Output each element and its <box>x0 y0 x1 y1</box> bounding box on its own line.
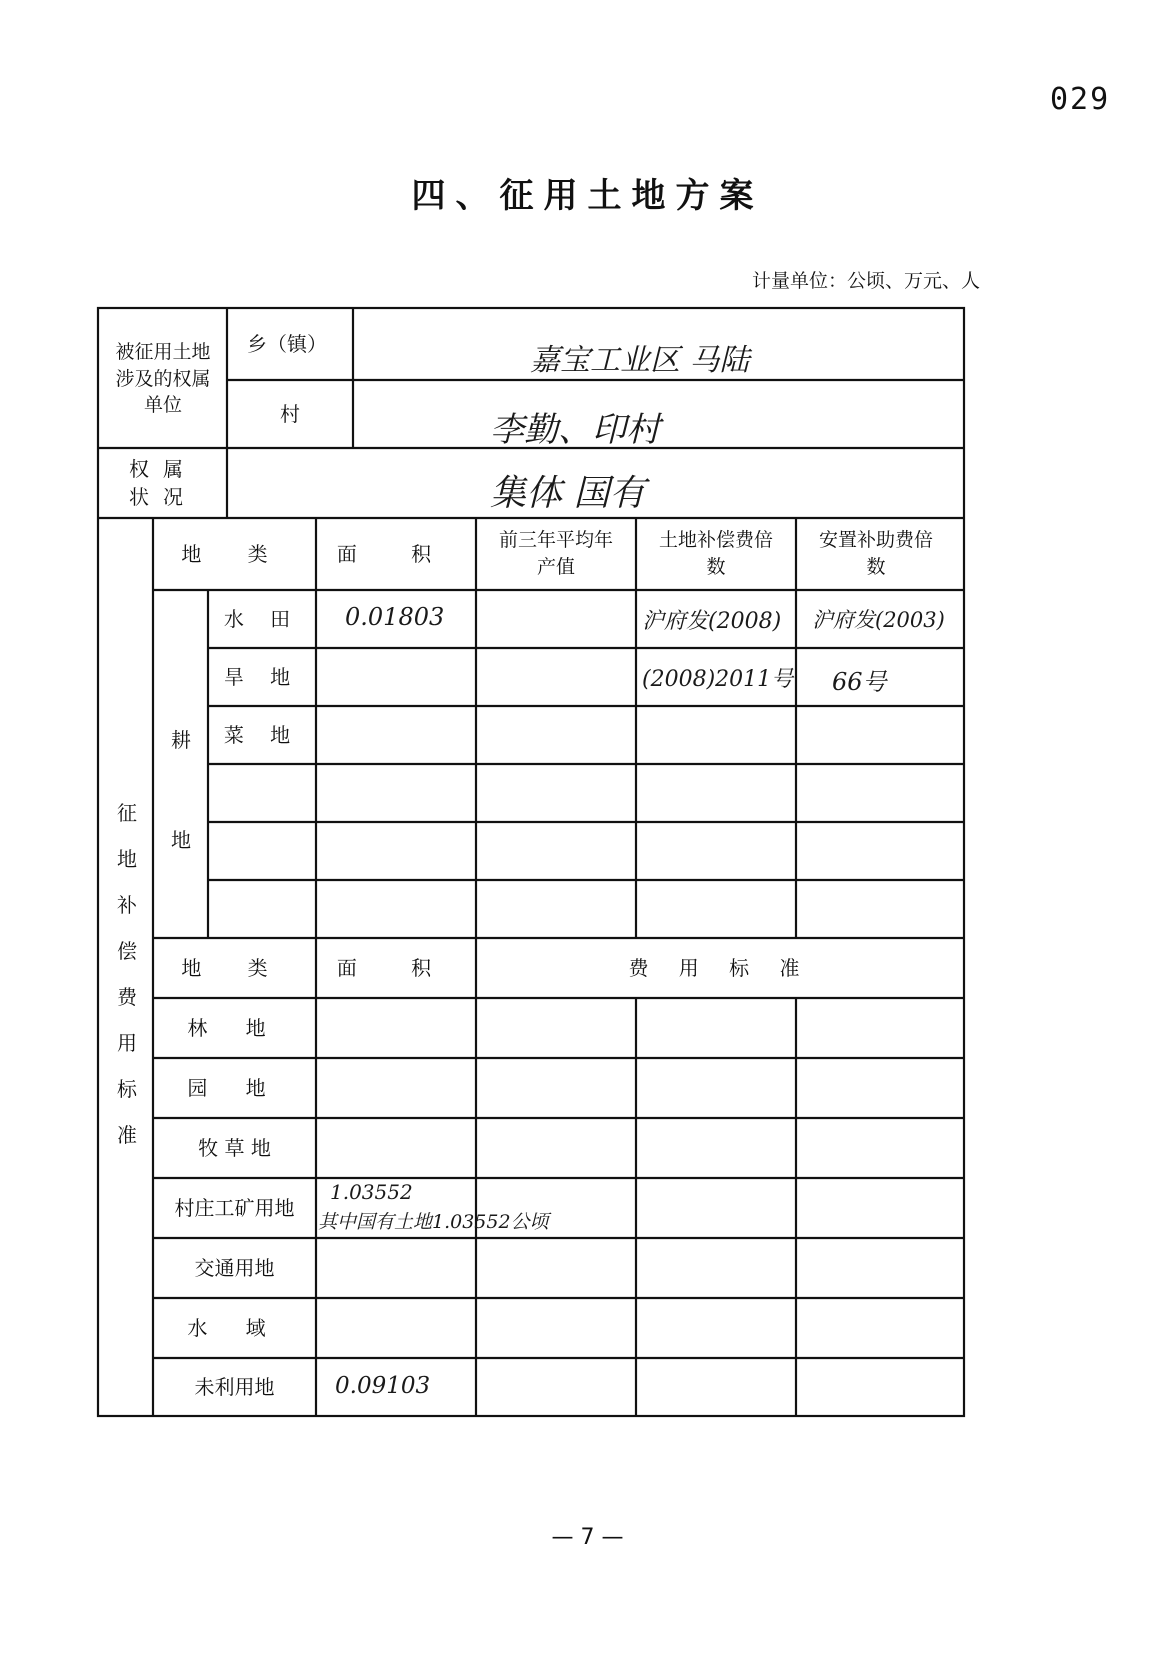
other-row-type: 交通用地 <box>194 1256 275 1280</box>
resettle-header: 安置补助费倍数 <box>818 529 933 578</box>
paddy-land-comp-value: 沪府发(2008) <box>642 609 782 634</box>
other-row-type: 园 地 <box>187 1076 282 1100</box>
other-row-type: 水 域 <box>187 1316 282 1340</box>
other-area-header: 面 积 <box>336 956 456 980</box>
other-row-type: 林 地 <box>187 1016 282 1040</box>
ownership-label: 权属状况 <box>129 457 197 509</box>
ownership-value: 集体 国有 <box>490 473 646 514</box>
village-mining-area-value: 1.03552 <box>330 1180 413 1204</box>
page-title: 四、征用土地方案 <box>411 176 764 216</box>
fee-standard-header: 费 用 标 准 <box>628 956 812 980</box>
compensation-label: 征地补偿费用标准 <box>117 801 137 1147</box>
paddy-area-value: 0.01803 <box>345 603 445 631</box>
cultivated-label: 耕地 <box>171 728 191 852</box>
cultivated-area-header: 面 积 <box>336 542 456 566</box>
other-row-type: 未利用地 <box>194 1375 275 1399</box>
village-mining-note: 其中国有土地1.03552公顷 <box>318 1211 549 1233</box>
township-value: 嘉宝工业区 马陆 <box>530 343 750 378</box>
township-label: 乡（镇） <box>247 332 327 356</box>
other-row-type: 牧 草 地 <box>198 1136 271 1160</box>
avg-output-header: 前三年平均年产值 <box>498 529 613 578</box>
dryland-resettle-value: 66号 <box>832 668 887 696</box>
cultivated-row-type: 水 田 <box>223 607 301 631</box>
land-comp-header: 土地补偿费倍数 <box>658 529 773 578</box>
unit-note: 计量单位：公顷、万元、人 <box>751 270 980 292</box>
owner-unit-label: 被征用土地涉及的权属单位 <box>115 341 211 417</box>
paddy-resettle-value: 沪府发(2003) <box>812 608 945 632</box>
village-value: 李勤、印村 <box>490 410 660 450</box>
other-row-type: 村庄工矿用地 <box>174 1196 295 1220</box>
cultivated-row-type: 菜 地 <box>223 723 301 747</box>
village-label: 村 <box>280 402 300 426</box>
dryland-land-comp-value: (2008)2011号 <box>642 667 794 692</box>
page-footer: — 7 — <box>551 1525 624 1550</box>
other-landtype-header: 地 类 <box>181 956 288 980</box>
cultivated-landtype-header: 地 类 <box>181 542 288 566</box>
unused-land-area-value: 0.09103 <box>335 1373 431 1399</box>
page-number: 029 <box>1050 82 1111 117</box>
cultivated-row-type: 旱 地 <box>223 665 301 689</box>
